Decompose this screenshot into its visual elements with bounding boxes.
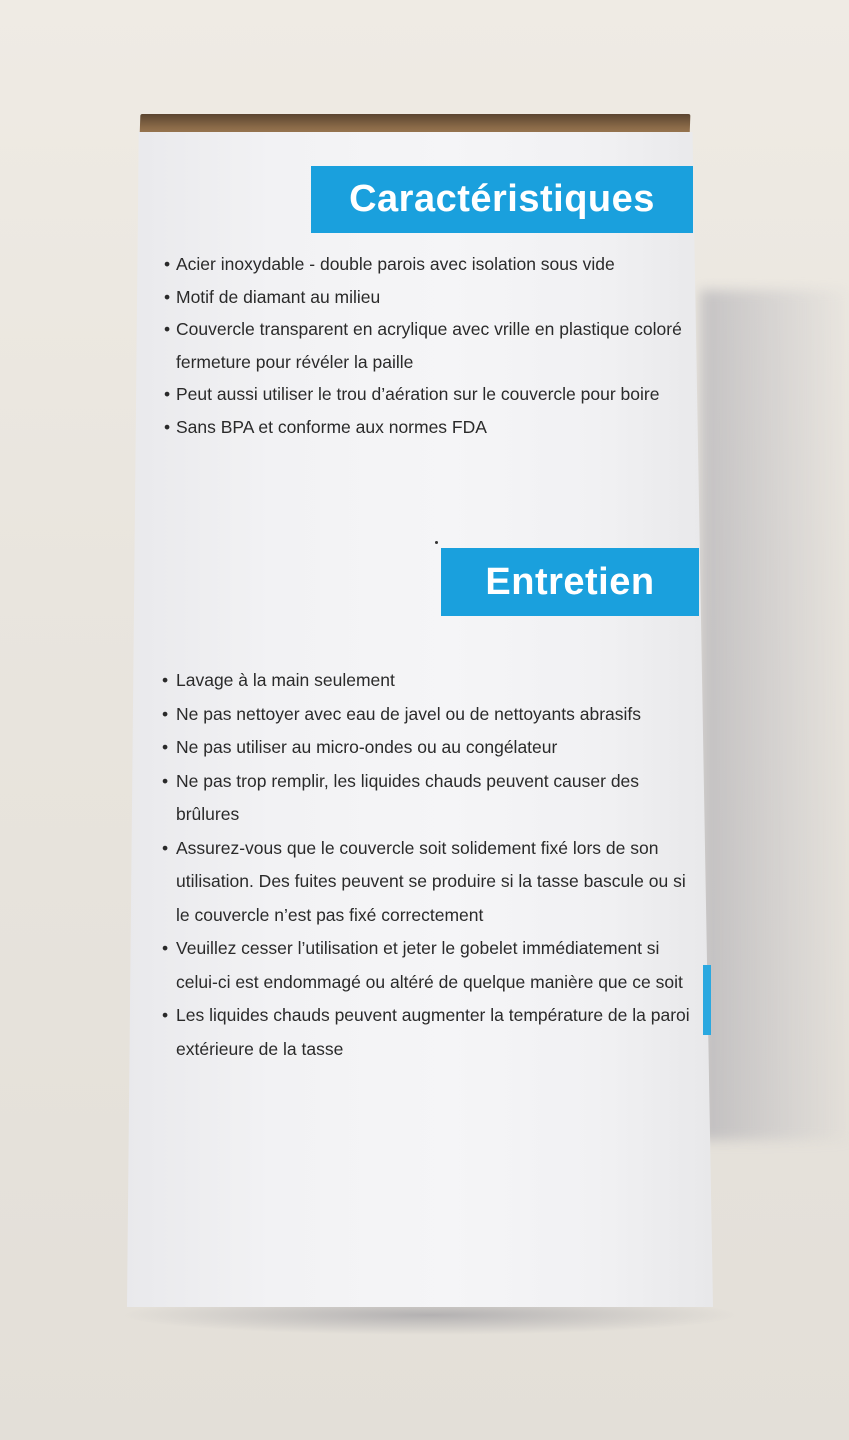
list-item: • Lavage à la main seulement — [162, 664, 692, 698]
wall-shadow — [700, 290, 849, 1140]
care-list — [162, 664, 692, 1066]
print-speck — [435, 541, 438, 544]
care-heading: Entretien — [441, 548, 699, 616]
list-item: • Assurez-vous que le couvercle soit solidement fixé lors de son utilisation. Des fuites peuvent se produire si la tasse bascule ou si le couvercle n’est pas fixé correctement — [162, 832, 692, 933]
list-item: • Peut aussi utiliser le trou d’aération sur le couvercle pour boire — [164, 378, 684, 411]
list-item: • Ne pas nettoyer avec eau de javel ou de nettoyants abrasifs — [162, 698, 692, 732]
list-item: • Sans BPA et conforme aux normes FDA — [164, 411, 684, 444]
box-edge-blue-tab — [703, 965, 711, 1035]
list-item: • Les liquides chauds peuvent augmenter la température de la paroi extérieure de la tasse — [162, 999, 692, 1066]
features-heading: Caractéristiques — [311, 166, 693, 233]
list-item: • Veuillez cesser l’utilisation et jeter le gobelet immédiatement si celui-ci est endommagé ou altéré de quelque manière que ce soit — [162, 932, 692, 999]
features-list — [164, 248, 684, 443]
list-item: • Ne pas utiliser au micro-ondes ou au congélateur — [162, 731, 692, 765]
list-item: • Acier inoxydable - double parois avec isolation sous vide — [164, 248, 684, 281]
list-item: • Ne pas trop remplir, les liquides chauds peuvent causer des brûlures — [162, 765, 692, 832]
list-item: • Motif de diamant au milieu — [164, 281, 684, 314]
list-item: • Couvercle transparent en acrylique avec vrille en plastique coloré fermeture pour révéler la paille — [164, 313, 684, 378]
